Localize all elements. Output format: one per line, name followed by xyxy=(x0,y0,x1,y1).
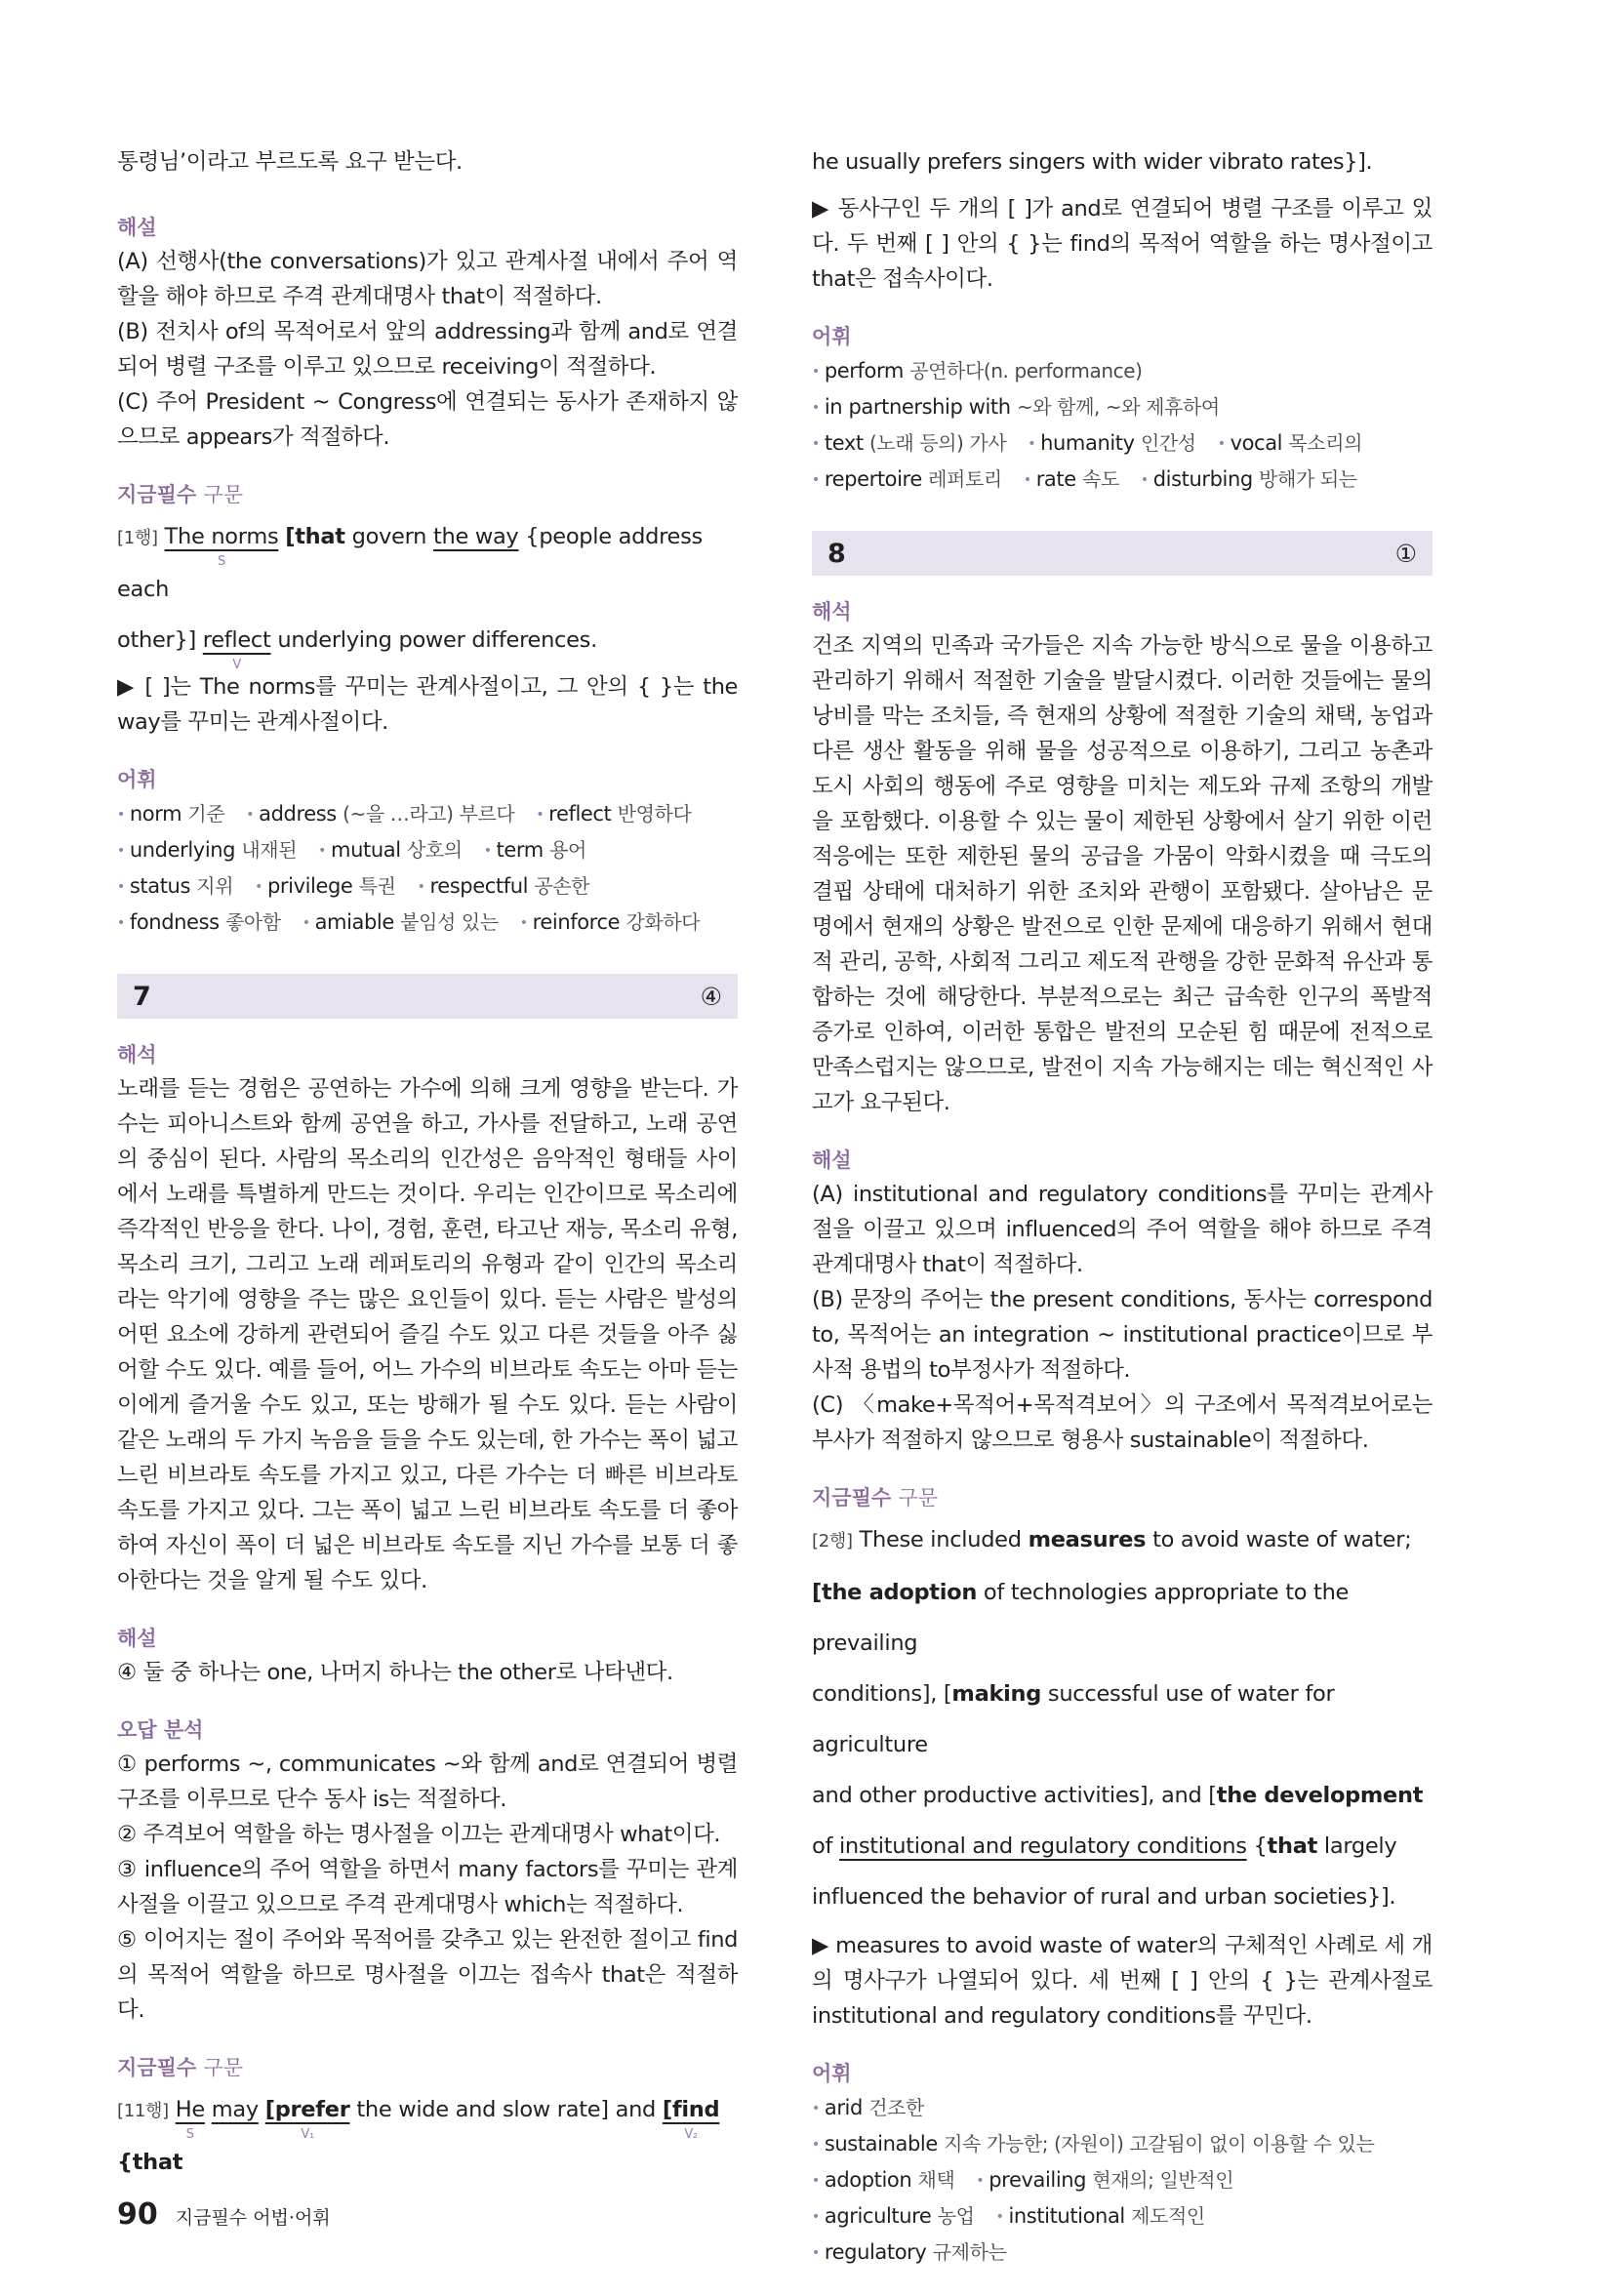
q7-odap-1: ① performs ~, communicates ~와 함께 and로 연결되어 병렬 구조를 이루므로 단수 동사 is는 적절하다. xyxy=(117,1752,738,1812)
q8-haeseok-text: 건조 지역의 민족과 국가들은 지속 가능한 방식으로 물을 이용하고 관리하기 위해서 적절한 기술을 발달시켰다. 이러한 것들에는 물의 낭비를 막는 조치들, 즉 현재의 상황에 적절한 기술의 채택, 농업과 다른 생산 활동을 위해 물을 성공적으로 이용하기, 그리고 농촌과 도시 사회의 행동에 주로 영향을 미치는 제도와 규제 조항의 개발을 포함했다. 이용할 수 있는 물이 제한된 상황에서 살기 위한 이런 적응에는 또한 제한된 물의 공급을 가뭄이 악화시켰을 때 극도의 결핍 상태에 대처하기 위한 조치와 관행이 포함됐다. 살아남은 문명에서 현재의 상황은 발전으로 인한 문제에 대응하기 위해서 현대적 관리, 공학, 사회적 그리고 제도적 관행을 강한 문화적 유산과 통합하는 것에 해당한다. 부분적으로는 최근 급속한 인구의 폭발적 증가로 인하여, 이러한 통합은 발전의 모순된 힘 때문에 전적으로 만족스럽지는 않으므로, 발전이 지속 가능해지는 데는 혁신적인 사고가 요구된다. xyxy=(812,633,1432,1115)
vocab-term: respectful xyxy=(429,874,529,898)
vocab-item xyxy=(812,2126,1374,2162)
bullet-icon: • xyxy=(1217,436,1226,452)
q8-g4b: the development xyxy=(1216,1783,1424,1808)
q6-s8: underlying power differences. xyxy=(270,627,597,653)
bullet-icon: • xyxy=(812,2209,820,2225)
bullet-icon: • xyxy=(117,879,125,895)
vocab-term: reflect xyxy=(548,802,612,826)
vocab-term: perform xyxy=(824,359,904,383)
vocab-meaning: 반영하다 xyxy=(617,802,692,826)
q8-gumun-line1 xyxy=(812,1514,1432,1567)
bullet-icon: • xyxy=(812,436,820,452)
q7-answer: ④ xyxy=(700,982,722,1011)
vocab-meaning: 제도적인 xyxy=(1131,2204,1205,2228)
vocab-item xyxy=(255,868,395,905)
q7-gumun-label xyxy=(117,2053,738,2082)
q8-haeseol-c: (C) 〈make+목적어+목적격보어〉의 구조에서 목적격보어로는 부사가 적절하지 않으므로 형용사 sustainable이 적절하다. xyxy=(812,1392,1432,1453)
bullet-icon: • xyxy=(1023,472,1031,488)
vocab-term: in partnership with xyxy=(824,395,1011,419)
bullet-icon: • xyxy=(318,843,327,859)
q7-subject xyxy=(175,2097,205,2142)
q8-g1a: These included xyxy=(852,1527,1029,1552)
vocab-item xyxy=(1024,462,1119,498)
q6-sub-s: S xyxy=(217,554,225,569)
q8-haeseol xyxy=(812,1146,1432,1458)
vocab-term: fondness xyxy=(129,910,220,934)
q7-haeseol-text: ④ 둘 중 하나는 one, 나머지 하나는 the other로 나타낸다. xyxy=(117,1660,673,1685)
bullet-icon: • xyxy=(255,879,262,895)
vocab-item xyxy=(484,832,586,868)
vocab-item xyxy=(1141,462,1357,498)
vocab-meaning: 강화하다 xyxy=(625,910,701,934)
q8-gumun-label-a: 지금필수 xyxy=(812,1486,892,1510)
q8-g1c: to avoid waste of water; xyxy=(1146,1527,1412,1552)
q8-gumun-ref: [2행] xyxy=(812,1531,853,1551)
bullet-icon: • xyxy=(812,400,820,416)
q7-gumun-label-b: 구문 xyxy=(203,2056,244,2079)
page-footer xyxy=(117,2197,331,2232)
vocab-item xyxy=(812,2235,1006,2271)
vocab-meaning: ~와 함께, ~와 제휴하여 xyxy=(1016,395,1220,419)
q8-g4a: and other productive activities], and [ xyxy=(812,1783,1217,1808)
q7-prefer xyxy=(264,2097,350,2142)
q6-gumun-line1 xyxy=(117,511,738,615)
q8-g3c: successful use of water for agriculture xyxy=(812,1681,1335,1757)
q7-vocab-label: 어휘 xyxy=(812,325,852,348)
bullet-icon: • xyxy=(995,2209,1004,2225)
q7-gumun xyxy=(117,2053,738,2188)
q8-gumun xyxy=(812,1483,1432,2034)
vocab-item xyxy=(976,2162,1233,2198)
vocab-item xyxy=(246,796,514,832)
q8-g5d: that xyxy=(1267,1833,1318,1859)
q7-odap xyxy=(117,1715,738,2028)
q6-s6: other}] xyxy=(117,627,196,653)
q8-g1b: measures xyxy=(1028,1527,1147,1552)
q7-odap-2: ② 주격보어 역할을 하는 명사절을 이끄는 관계대명사 what이다. xyxy=(117,1822,721,1847)
vocab-item xyxy=(318,832,463,868)
q8-haeseok xyxy=(812,597,1432,1120)
vocab-term: text xyxy=(824,431,864,455)
vocab-term: disturbing xyxy=(1152,467,1253,491)
bullet-icon: • xyxy=(1028,436,1036,452)
vocab-meaning: 상호의 xyxy=(406,838,463,862)
q6-s5: {people address each xyxy=(117,524,703,602)
q8-g6: influenced the behavior of rural and urban societies}]. xyxy=(812,1884,1396,1910)
q7-odap-3: ③ influence의 주어 역할을 하면서 many factors를 꾸미는 관계사절을 이끌고 있으므로 주격 관계대명사 which는 적절하다. xyxy=(117,1857,738,1917)
q6-sub-v: V xyxy=(232,658,241,672)
q6-gumun-label xyxy=(117,480,738,509)
q6-gumun-label-a: 지금필수 xyxy=(117,483,197,506)
bullet-icon: • xyxy=(417,879,425,895)
vocab-item xyxy=(418,868,590,905)
bullet-icon: • xyxy=(812,2245,820,2261)
vocab-item xyxy=(812,2162,954,2198)
q8-g5e: largely xyxy=(1317,1833,1397,1859)
q6-gumun-label-b: 구문 xyxy=(203,483,244,506)
bullet-icon: • xyxy=(1140,472,1149,488)
vocab-meaning: 채택 xyxy=(917,2168,955,2192)
q7-vocab-list xyxy=(812,353,1432,498)
vocab-item xyxy=(1028,425,1195,462)
vocab-item xyxy=(812,353,1143,389)
bullet-icon: • xyxy=(519,915,528,931)
q6-verb xyxy=(202,627,271,672)
vocab-meaning: 속도 xyxy=(1082,467,1119,491)
q7-header-bar xyxy=(117,974,738,1019)
q6-s3: govern xyxy=(344,524,433,549)
q7-haeseol xyxy=(117,1624,738,1690)
vocab-meaning: 지위 xyxy=(196,874,234,898)
q8-g3a: conditions], [ xyxy=(812,1681,952,1707)
q6-haeseol-label: 해설 xyxy=(117,216,157,239)
bullet-icon: • xyxy=(483,843,492,859)
q6-the-way: the way xyxy=(432,524,519,549)
vocab-term: arid xyxy=(824,2096,863,2119)
vocab-term: reinforce xyxy=(532,910,621,934)
q7-sub-v2: V₂ xyxy=(684,2127,698,2142)
vocab-meaning: (노래 등의) 가사 xyxy=(869,431,1007,455)
vocab-term: prevailing xyxy=(989,2168,1087,2192)
q8-gumun-line6 xyxy=(812,1872,1432,1922)
vocab-term: rate xyxy=(1035,467,1076,491)
q6-vocab-list xyxy=(117,796,738,941)
q7-subject-text: He xyxy=(175,2097,205,2122)
q6-verb-text: reflect xyxy=(202,627,271,653)
vocab-item xyxy=(812,2090,924,2126)
vocab-term: privilege xyxy=(266,874,353,898)
q7-sub-s: S xyxy=(185,2127,194,2142)
vocab-item xyxy=(812,389,1220,425)
vocab-meaning: (~을 …라고) 부르다 xyxy=(343,802,515,826)
bullet-icon: • xyxy=(976,2173,985,2189)
bullet-icon: • xyxy=(246,807,255,823)
q8-haeseol-a: (A) institutional and regulatory conditions를 꾸미는 관계사절을 이끌고 있으며 influenced의 주어 역할을 해야 하므로 주격 관계대명사 that이 적절하다. xyxy=(812,1182,1432,1277)
q6-haeseol-a: (A) 선행사(the conversations)가 있고 관계사절 내에서 주어 역할을 해야 하므로 주격 관계대명사 that이 적절하다. xyxy=(117,249,738,309)
q8-gumun-line3 xyxy=(812,1669,1432,1770)
vocab-meaning: 방해가 되는 xyxy=(1259,467,1357,491)
q6-gumun xyxy=(117,480,738,740)
q6-subject xyxy=(164,524,279,569)
q7-haeseok xyxy=(117,1040,738,1598)
vocab-item xyxy=(117,905,281,941)
q8-gumun-note: ▶ measures to avoid waste of water의 구체적인 사례로 세 개의 명사구가 나열되어 있다. 세 번째 [ ] 안의 { }는 관계사절로 institutional and regulatory conditions를 꾸민다. xyxy=(812,1933,1432,2029)
bullet-icon: • xyxy=(812,364,820,380)
q8-vocab xyxy=(812,2059,1432,2271)
vocab-term: regulatory xyxy=(824,2240,927,2264)
q8-gumun-label-b: 구문 xyxy=(898,1486,939,1510)
q8-gumun-line2 xyxy=(812,1567,1432,1669)
q7-gumun-line1 xyxy=(117,2084,738,2188)
vocab-meaning: 현재의; 일반적인 xyxy=(1092,2168,1234,2192)
q7-haeseol-label: 해설 xyxy=(117,1627,157,1650)
page-number: 90 xyxy=(117,2197,158,2232)
q7-odap-5: ⑤ 이어지는 절이 주어와 목적어를 갖추고 있는 완전한 절이고 find의 목적어 역할을 하므로 명사절을 이끄는 접속사 that은 적절하다. xyxy=(117,1927,738,2023)
vocab-item xyxy=(117,832,297,868)
q7-find xyxy=(662,2097,720,2142)
q8-g2b: of technologies appropriate to the prevailing xyxy=(812,1580,1350,1656)
vocab-term: norm xyxy=(129,802,182,826)
q7-that: {that xyxy=(117,2150,183,2175)
q7-gumun-ref: [11행] xyxy=(117,2101,169,2121)
vocab-term: underlying xyxy=(129,838,236,862)
vocab-item xyxy=(812,2198,975,2235)
q8-number: 8 xyxy=(827,538,846,569)
vocab-meaning: 공연하다(n. performance) xyxy=(909,359,1143,383)
book-title: 지금필수 어법·어휘 xyxy=(175,2207,331,2229)
vocab-meaning: 내재된 xyxy=(241,838,298,862)
q7-prefer-text: [prefer xyxy=(264,2097,350,2122)
vocab-item xyxy=(812,425,1006,462)
vocab-meaning: 건조한 xyxy=(868,2096,924,2119)
vocab-term: repertoire xyxy=(824,467,922,491)
vocab-meaning: 기준 xyxy=(187,802,225,826)
vocab-meaning: 용어 xyxy=(549,838,586,862)
q7-vocab xyxy=(812,322,1432,498)
q7-s4: the wide and slow rate] and xyxy=(349,2097,663,2122)
vocab-meaning: 좋아함 xyxy=(224,910,281,934)
q8-gumun-line5 xyxy=(812,1821,1432,1872)
q8-gumun-line4 xyxy=(812,1770,1432,1821)
vocab-item xyxy=(117,796,224,832)
vocab-term: term xyxy=(496,838,544,862)
vocab-term: amiable xyxy=(314,910,394,934)
left-column xyxy=(117,144,738,2213)
q8-vocab-list xyxy=(812,2090,1432,2271)
vocab-term: status xyxy=(129,874,190,898)
vocab-meaning: 규제하는 xyxy=(932,2240,1007,2264)
right-column xyxy=(812,144,1432,2296)
q6-haeseol xyxy=(117,213,738,455)
vocab-item xyxy=(812,462,1002,498)
bullet-icon: • xyxy=(536,807,545,823)
q8-g5a: of xyxy=(812,1833,839,1859)
bullet-icon: • xyxy=(117,843,125,859)
vocab-meaning: 인간성 xyxy=(1140,431,1196,455)
q8-g2a: [the adoption xyxy=(812,1580,978,1605)
vocab-meaning: 지속 가능한; (자원이) 고갈됨이 없이 이용할 수 있는 xyxy=(944,2132,1375,2155)
vocab-item xyxy=(303,905,499,941)
q7-gumun-note: ▶ 동사구인 두 개의 [ ]가 and로 연결되어 병렬 구조를 이루고 있다. 두 번째 [ ] 안의 { }는 find의 목적어 역할을 하는 명사절이고 that은 접속사이다. xyxy=(812,196,1432,292)
q6-vocab xyxy=(117,765,738,941)
vocab-meaning: 공손한 xyxy=(534,874,590,898)
bullet-icon: • xyxy=(117,915,125,931)
vocab-term: address xyxy=(259,802,337,826)
q8-g3b: making xyxy=(951,1681,1042,1707)
q6-subject-text: The norms xyxy=(164,524,279,549)
vocab-term: mutual xyxy=(331,838,401,862)
q6-gumun-note: ▶ [ ]는 The norms를 꾸미는 관계사절이고, 그 안의 { }는 the way를 꾸미는 관계사절이다. xyxy=(117,674,738,735)
vocab-term: institutional xyxy=(1008,2204,1125,2228)
q6-haeseol-c: (C) 주어 President ~ Congress에 연결되는 동사가 존재하지 않으므로 appears가 적절하다. xyxy=(117,389,738,450)
q8-haeseol-label: 해설 xyxy=(812,1148,852,1172)
q7-haeseok-label: 해석 xyxy=(117,1043,157,1067)
vocab-meaning: 특권 xyxy=(358,874,396,898)
q8-vocab-label: 어휘 xyxy=(812,2062,852,2085)
q7-sub-v1: V₁ xyxy=(301,2127,314,2142)
q6-vocab-label: 어휘 xyxy=(117,768,157,791)
bullet-icon: • xyxy=(812,2137,820,2153)
q8-gumun-label xyxy=(812,1483,1432,1512)
q8-haeseol-b: (B) 문장의 주어는 the present conditions, 동사는 correspond to, 목적어는 an integration ~ institutional practice이므로 부사적 용법의 to부정사가 적절하다. xyxy=(812,1287,1432,1383)
bullet-icon: • xyxy=(302,915,310,931)
q8-g5b: institutional and regulatory conditions xyxy=(838,1833,1247,1859)
vocab-term: adoption xyxy=(824,2168,912,2192)
q6-that: [that xyxy=(285,524,345,549)
intro-text: 통령님’이라고 부르도록 요구 받는다. xyxy=(117,149,463,175)
q8-header-bar xyxy=(812,531,1432,576)
q8-g5c: { xyxy=(1246,1833,1268,1859)
q6-gumun-ref: [1행] xyxy=(117,528,158,548)
bullet-icon: • xyxy=(812,2101,820,2116)
vocab-term: sustainable xyxy=(824,2132,938,2155)
vocab-item xyxy=(520,905,700,941)
vocab-item xyxy=(996,2198,1205,2235)
q7-odap-label: 오답 분석 xyxy=(117,1718,204,1742)
q7-gumun-continued: he usually prefers singers with wider vibrato rates}]. xyxy=(812,149,1373,175)
bullet-icon: • xyxy=(812,2173,820,2189)
vocab-meaning: 레퍼토리 xyxy=(928,467,1002,491)
vocab-meaning: 농업 xyxy=(937,2204,975,2228)
vocab-term: humanity xyxy=(1040,431,1135,455)
vocab-item xyxy=(536,796,691,832)
vocab-term: agriculture xyxy=(824,2204,932,2228)
vocab-meaning: 목소리의 xyxy=(1288,431,1363,455)
bullet-icon: • xyxy=(812,472,820,488)
q6-gumun-line2 xyxy=(117,615,738,672)
vocab-item xyxy=(117,868,233,905)
vocab-term: vocal xyxy=(1230,431,1283,455)
q6-haeseol-b: (B) 전치사 of의 목적어로서 앞의 addressing과 함께 and로 연결되어 병렬 구조를 이루고 있으므로 receiving이 적절하다. xyxy=(117,319,738,380)
q8-answer: ① xyxy=(1394,539,1417,568)
bullet-icon: • xyxy=(117,807,125,823)
q7-find-text: [find xyxy=(662,2097,720,2122)
q7-haeseok-text: 노래를 듣는 경험은 공연하는 가수에 의해 크게 영향을 받는다. 가수는 피아니스트와 함께 공연을 하고, 가사를 전달하고, 노래 공연의 중심이 된다. 사람의 목소리의 인간성은 음악적인 형태들 사이에서 노래를 특별하게 만드는 것이다. 우리는 인간이므로 목소리에 즉각적인 반응을 한다. 나이, 경험, 훈련, 타고난 재능, 목소리 유형, 목소리 크기, 그리고 노래 레퍼토리의 유형과 같이 인간의 목소리라는 악기에 영향을 주는 많은 요인들이 있다. 듣는 사람은 발성의 어떤 요소에 강하게 관련되어 즐길 수도 있고 다른 것들을 아주 싫어할 수도 있다. 예를 들어, 어느 가수의 비브라토 속도는 아마 듣는 이에게 즐거울 수도 있고, 또는 방해가 될 수도 있다. 듣는 사람이 같은 노래의 두 가지 녹음을 들을 수도 있는데, 한 가수는 폭이 넓고 느린 비브라토 속도를 가지고 있고, 다른 가수는 더 빠른 비브라토 속도를 가지고 있다. 그는 폭이 넓고 느린 비브라토 속도를 더 좋아하여 자신이 폭이 더 넓은 비브라토 속도를 지닌 가수를 보통 더 좋아한다는 것을 알게 될 수도 있다. xyxy=(117,1076,738,1593)
vocab-item xyxy=(1218,425,1362,462)
vocab-meaning: 붙임성 있는 xyxy=(400,910,499,934)
q7-gumun-label-a: 지금필수 xyxy=(117,2056,197,2079)
q8-haeseok-label: 해석 xyxy=(812,600,852,624)
q7-number: 7 xyxy=(133,981,151,1012)
q7-may: may xyxy=(211,2097,259,2122)
